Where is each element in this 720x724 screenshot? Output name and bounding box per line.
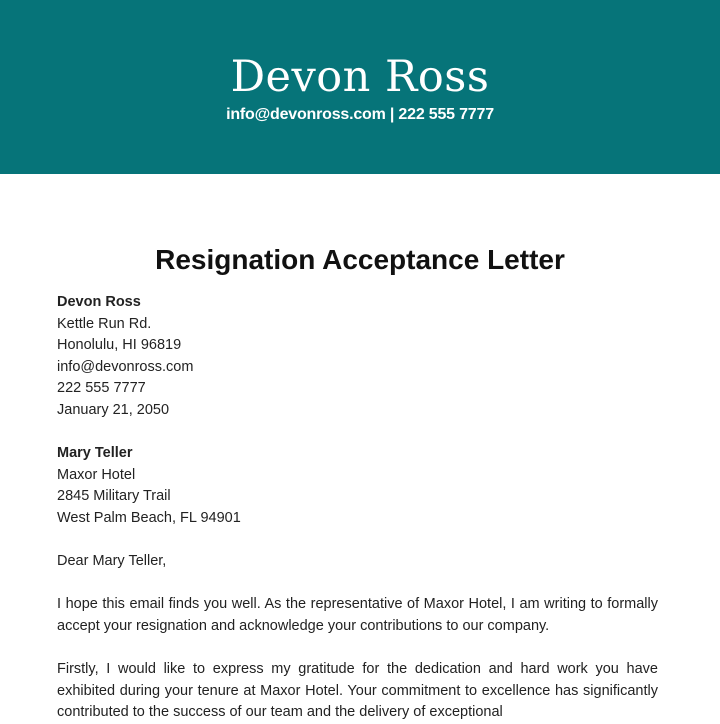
paragraph-gratitude: Firstly, I would like to express my gratitude for the dedication and hard work you have exhibited during your tenure at Maxor Hotel. Your commitment to excellence has significantly contributed to the success of our team and the delivery of exceptional (57, 661, 658, 721)
recipient-address-line1: 2845 Military Trail (57, 488, 171, 505)
recipient-address-line2: West Palm Beach, FL 94901 (57, 509, 241, 526)
recipient-company: Maxor Hotel (57, 466, 136, 483)
sender-name: Devon Ross (57, 294, 141, 310)
letter-body (57, 292, 658, 724)
paragraph-intro: I hope this email finds you well. As the representative of Maxor Hotel, I am writing to formally accept your resignation and acknowledge your contributions to our company. (57, 596, 658, 634)
letterhead-name: Devon Ross (230, 52, 490, 102)
letterhead-banner (0, 0, 720, 174)
spacer (57, 422, 658, 444)
spacer (57, 638, 658, 660)
sender-block (57, 292, 658, 422)
letterhead-contact: info@devonross.com | 222 555 7777 (226, 106, 494, 123)
letter-title: Resignation Acceptance Letter (155, 244, 565, 275)
sender-address-line1: Kettle Run Rd. (57, 315, 152, 332)
spacer (57, 573, 658, 595)
recipient-name: Mary Teller (57, 445, 133, 462)
sender-email: info@devonross.com (57, 358, 194, 375)
sender-phone: 222 555 7777 (57, 380, 146, 397)
spacer (57, 530, 658, 552)
sender-address-line2: Honolulu, HI 96819 (57, 337, 182, 354)
salutation: Dear Mary Teller, (57, 553, 167, 570)
recipient-block (57, 443, 658, 529)
letter-date: January 21, 2050 (57, 401, 170, 418)
